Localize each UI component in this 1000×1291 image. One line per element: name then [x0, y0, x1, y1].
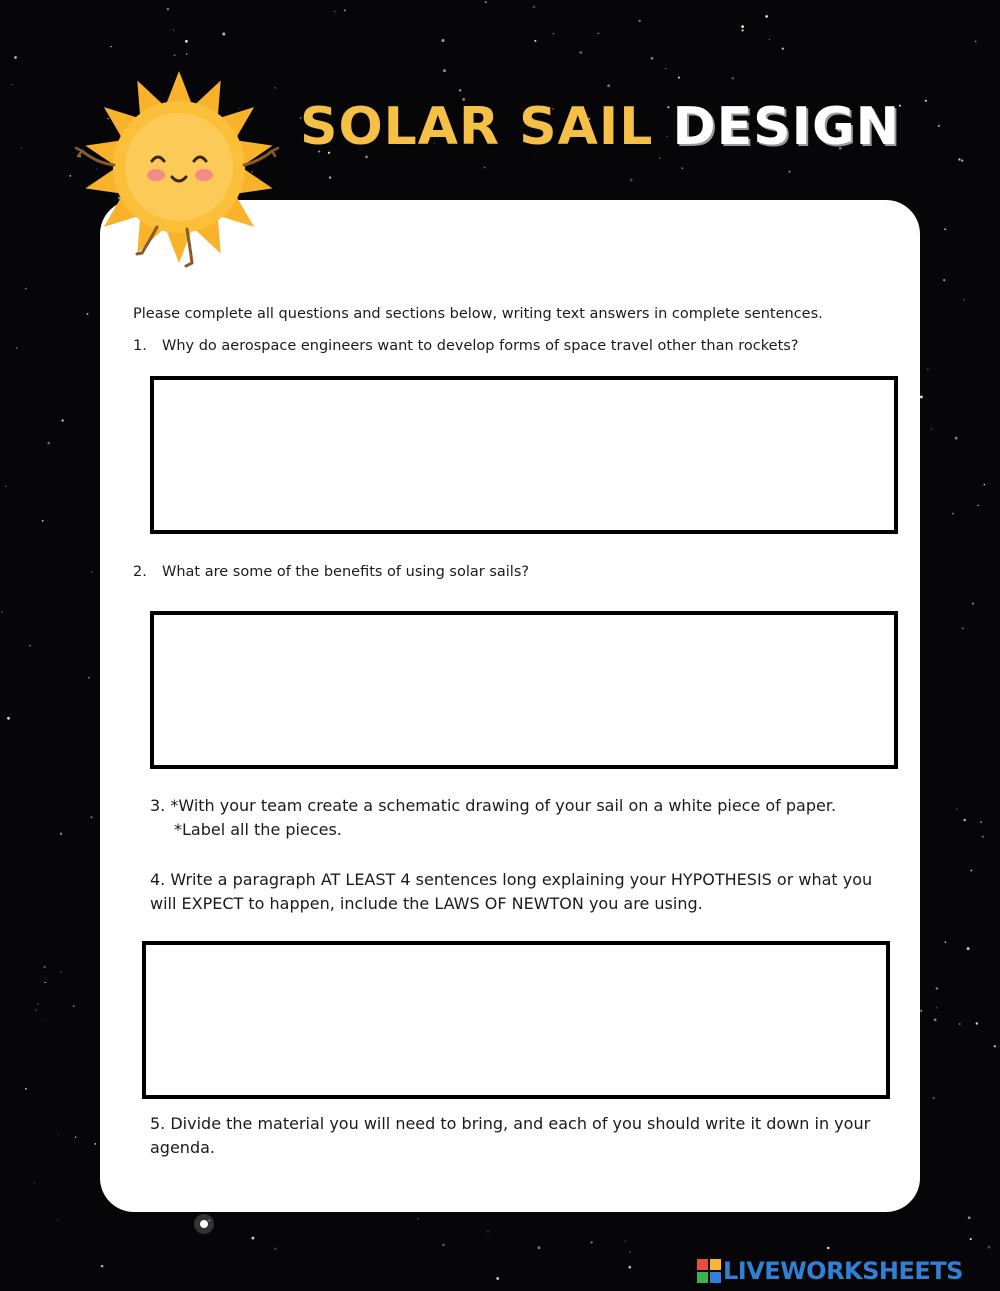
- liveworksheets-logo-icon: [697, 1259, 721, 1283]
- star: [980, 821, 982, 823]
- star: [101, 1265, 104, 1268]
- star: [952, 513, 954, 515]
- star: [936, 987, 939, 990]
- star: [972, 602, 974, 604]
- star: [936, 1007, 937, 1008]
- star: [933, 1097, 935, 1099]
- worksheet-card: [100, 200, 920, 1212]
- star: [92, 572, 93, 573]
- star: [920, 396, 923, 399]
- star: [222, 33, 225, 36]
- star: [5, 485, 7, 487]
- star: [920, 1010, 922, 1012]
- star: [344, 9, 346, 11]
- star: [629, 1251, 630, 1252]
- star: [741, 29, 743, 31]
- star: [58, 1135, 59, 1136]
- star: [25, 288, 27, 290]
- star: [943, 279, 945, 281]
- star: [959, 1023, 961, 1025]
- star: [976, 1022, 978, 1024]
- star: [329, 176, 331, 178]
- star: [967, 947, 970, 950]
- liveworksheets-logo-text: LIVEWORKSHEETS: [723, 1257, 963, 1285]
- star: [827, 1247, 829, 1249]
- star: [665, 68, 666, 69]
- star: [651, 57, 654, 60]
- star: [964, 299, 965, 300]
- star: [731, 77, 734, 80]
- star: [251, 1237, 254, 1240]
- star: [994, 1045, 996, 1047]
- star: [83, 480, 84, 481]
- page-title: [300, 92, 900, 162]
- star: [782, 48, 784, 50]
- star: [741, 25, 744, 28]
- question-2-number: 2.: [133, 564, 147, 580]
- star: [607, 84, 610, 87]
- star: [91, 816, 93, 818]
- star: [958, 158, 960, 160]
- question-1-number: 1.: [133, 338, 147, 354]
- question-3-subtext: *Label all the pieces.: [174, 820, 342, 839]
- star: [167, 8, 169, 10]
- star: [42, 520, 44, 522]
- star: [73, 1005, 75, 1007]
- star: [62, 419, 64, 421]
- star: [12, 84, 13, 85]
- star: [988, 1246, 991, 1249]
- star: [970, 870, 972, 872]
- star: [7, 717, 10, 720]
- question-2-text: What are some of the benefits of using solar sails?: [162, 564, 530, 580]
- star: [629, 1266, 632, 1269]
- star: [579, 51, 582, 54]
- star: [639, 20, 641, 22]
- star: [553, 33, 555, 35]
- star: [95, 1143, 97, 1145]
- star: [927, 369, 928, 370]
- star: [34, 1183, 35, 1184]
- star: [36, 1010, 37, 1011]
- star: [43, 966, 46, 969]
- star: [590, 1241, 592, 1243]
- star: [442, 1244, 445, 1247]
- question-5-text: 5. Divide the material you will need to bring, and each of you should write it down in your agenda.: [150, 1114, 871, 1157]
- star: [185, 40, 188, 43]
- star: [765, 15, 768, 18]
- star: [938, 125, 940, 127]
- star: [944, 228, 946, 230]
- star: [630, 179, 633, 182]
- star: [788, 171, 790, 173]
- star: [443, 69, 446, 72]
- star: [977, 505, 978, 506]
- star: [533, 6, 536, 9]
- star: [931, 428, 932, 429]
- star: [1, 611, 3, 613]
- question-4-text: 4. Write a paragraph AT LEAST 4 sentences long explaining your HYPOTHESIS or what you will EXPECT to happen, include the LAWS OF NEWTON you are using.: [150, 870, 873, 913]
- star: [961, 160, 963, 162]
- bright-star-glow: [194, 1214, 214, 1234]
- star: [982, 836, 984, 838]
- star: [945, 941, 947, 943]
- star: [678, 77, 680, 79]
- star: [534, 40, 536, 42]
- star: [47, 442, 50, 445]
- star: [968, 1216, 971, 1219]
- star: [25, 1088, 27, 1090]
- answer-box-1[interactable]: [150, 376, 898, 534]
- star: [87, 313, 89, 315]
- star: [88, 677, 90, 679]
- star: [21, 147, 22, 148]
- liveworksheets-logo: [697, 1256, 997, 1286]
- star: [487, 1231, 488, 1232]
- title-design: DESIGN: [672, 97, 901, 157]
- star: [496, 1277, 499, 1280]
- star: [60, 971, 61, 972]
- star: [442, 39, 445, 42]
- star: [962, 628, 964, 630]
- title-solar-sail: SOLAR SAIL: [300, 97, 654, 157]
- star: [625, 1241, 626, 1242]
- star: [984, 484, 985, 485]
- star: [955, 437, 958, 440]
- star: [934, 1018, 937, 1021]
- star: [274, 1248, 276, 1250]
- star: [57, 1220, 58, 1221]
- star: [60, 833, 62, 835]
- star: [970, 1238, 972, 1240]
- answer-box-2[interactable]: [150, 611, 898, 769]
- star: [769, 39, 770, 40]
- star: [45, 982, 46, 983]
- answer-box-4[interactable]: [142, 941, 890, 1099]
- star: [484, 167, 486, 169]
- star: [975, 41, 977, 43]
- star: [334, 11, 335, 12]
- instructions-text: Please complete all questions and sections below, writing text answers in complete sentences.: [133, 306, 823, 322]
- star: [485, 1, 487, 3]
- star: [681, 167, 683, 169]
- question-1-text: Why do aerospace engineers want to develop forms of space travel other than rockets?: [162, 338, 799, 354]
- star: [173, 30, 174, 31]
- star: [925, 100, 927, 102]
- star: [16, 347, 17, 348]
- star: [964, 819, 966, 821]
- star: [75, 1137, 76, 1138]
- sun-mascot-icon: [62, 55, 292, 280]
- star: [598, 33, 600, 35]
- star: [38, 1003, 39, 1004]
- star: [957, 809, 958, 810]
- star: [110, 46, 111, 47]
- question-3-text: 3. *With your team create a schematic drawing of your sail on a white piece of paper.: [150, 796, 837, 815]
- star: [538, 1246, 541, 1249]
- star: [417, 1218, 419, 1220]
- star: [29, 645, 31, 647]
- star: [14, 56, 17, 59]
- star: [42, 1019, 43, 1020]
